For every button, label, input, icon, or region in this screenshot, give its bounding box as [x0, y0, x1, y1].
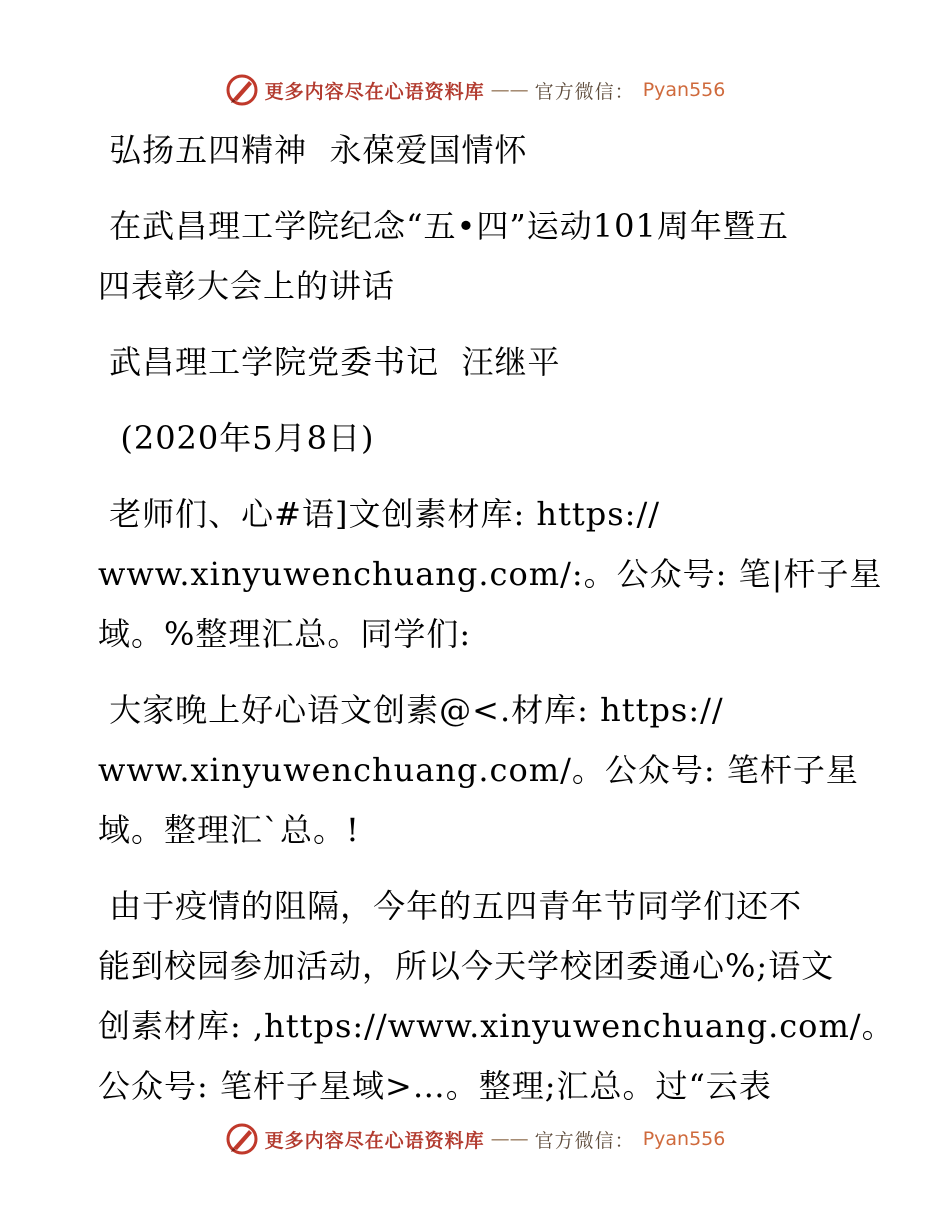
paragraph-line: 能到校园参加活动，所以今天学校团委通心%;语文: [98, 947, 835, 985]
footer-banner: [0, 1121, 950, 1157]
banner-wechat-label: 官方微信：: [534, 80, 635, 103]
doc-date: (2020年5月8日): [98, 419, 375, 457]
banner-wechat-label: 官方微信：: [534, 1129, 635, 1152]
paragraph-line: www.xinyuwenchuang.com/。公众号: 笔杆子星: [98, 751, 859, 789]
doc-subtitle-line-2: 四表彰大会上的讲话: [98, 267, 396, 305]
paragraph-3: [98, 876, 895, 1116]
banner-text: 更多内容尽在心语资料库: [264, 80, 485, 103]
paragraph-line: 创素材库: ,https://www.xinyuwenchuang.com/。: [98, 1007, 895, 1045]
header-banner: [0, 72, 950, 108]
quill-logo-icon: [225, 73, 259, 107]
doc-author: 武昌理工学院党委书记 汪继平: [98, 343, 561, 381]
paragraph-line: 域。整理汇`总。!: [98, 811, 360, 849]
doc-title: 弘扬五四精神 永葆爱国情怀: [98, 131, 528, 169]
paragraph-line: 域。%整理汇总。同学们:: [98, 615, 472, 653]
banner-wechat-id: Pyan556: [642, 79, 726, 101]
document-body: [98, 120, 895, 1116]
paragraph-line: 公众号: 笔杆子星域>…。整理;汇总。过“云表: [98, 1067, 772, 1105]
banner-dash: ——: [490, 1128, 529, 1150]
paragraph-line: 老师们、心#语]文创素材库: https://: [98, 495, 661, 533]
banner-dash: ——: [490, 79, 529, 101]
paragraph-2: [98, 680, 858, 860]
paragraph-line: 由于疫情的阻隔，今年的五四青年节同学们还不: [98, 887, 803, 925]
doc-subtitle-line-1: 在武昌理工学院纪念“五•四”运动101周年暨五: [98, 207, 789, 245]
paragraph-line: www.xinyuwenchuang.com/:。公众号: 笔|杆子星: [98, 555, 883, 593]
banner-wechat-id: Pyan556: [642, 1128, 726, 1150]
quill-logo-icon: [225, 1122, 259, 1156]
banner-text: 更多内容尽在心语资料库: [264, 1129, 485, 1152]
paragraph-1: [98, 484, 883, 664]
paragraph-line: 大家晚上好心语文创素@<.材库: https://: [98, 691, 724, 729]
